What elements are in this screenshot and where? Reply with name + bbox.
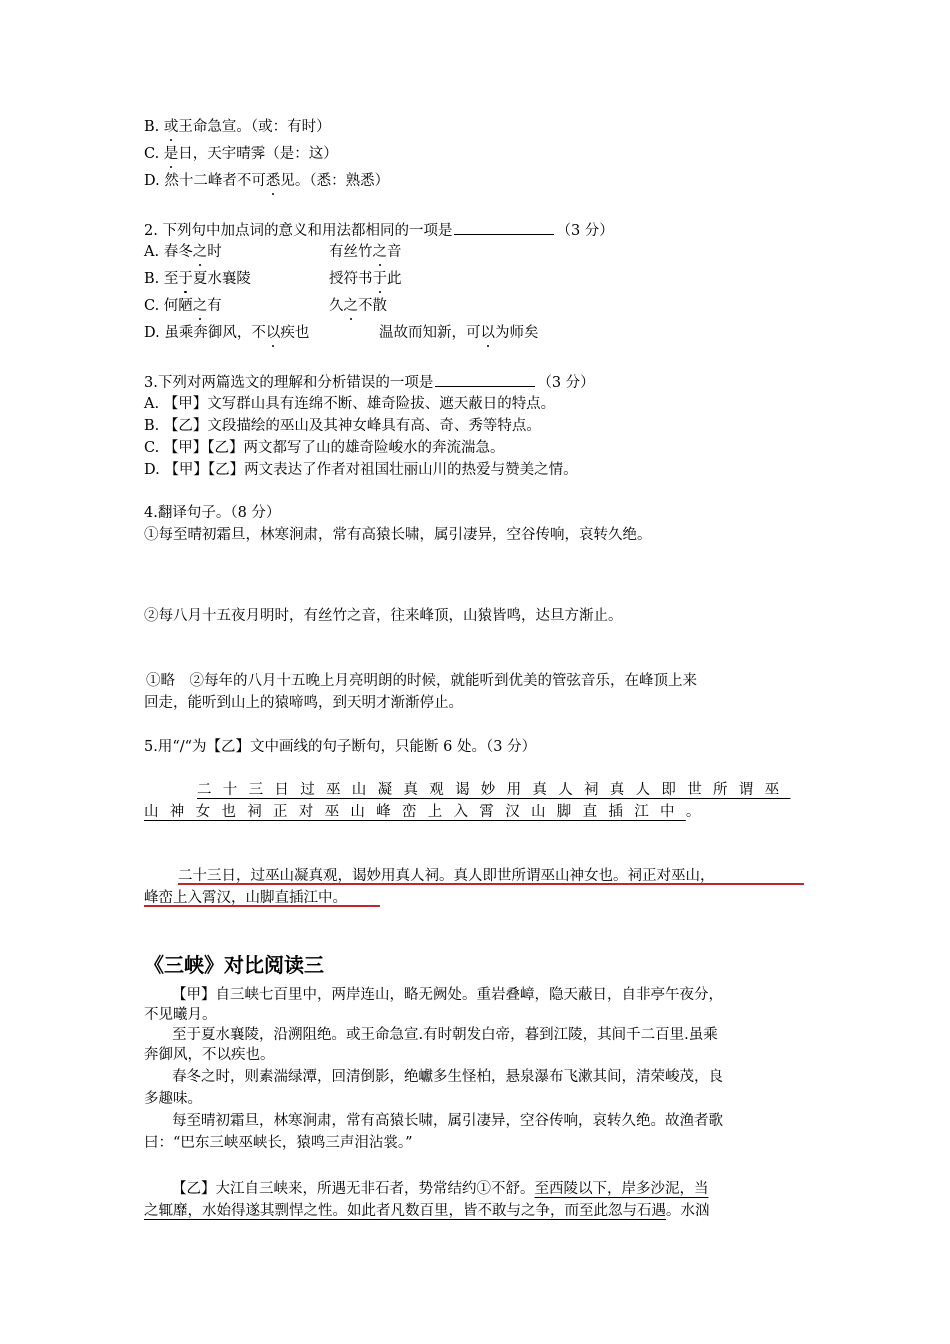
- q4-answer-line-2: 回走，能听到山上的猿啼鸣，到天明才渐渐停止。: [144, 695, 463, 711]
- q4-answer-line-1: ①略 ②每年的八月十五晚上月亮明朗的时候，就能听到优美的管弦音乐，在峰顶上来: [146, 673, 697, 689]
- q5-passage-line-2: 山神女也祠正对巫山峰峦上入霄汉山脚直插江中。: [144, 804, 701, 820]
- q3-option-d: D. 【甲】【乙】两文表达了作者对祖国壮丽山川的热爱与赞美之情。: [144, 462, 578, 478]
- q3-option-b: B. 【乙】文段描绘的巫山及其神女峰具有高、奇、秀等特点。: [144, 418, 541, 434]
- q5-answer-line-2: 峰峦上入霄汉，山脚直插江中。: [144, 890, 347, 906]
- q1-option-c: C. 是日，天宇晴霁（是：这）: [144, 146, 338, 162]
- passage-yi-line-2: 之辄靡，水始得遂其剽悍之性。如此者凡数百里，皆不敢与之争，而至此忽与石遇。水汹: [144, 1203, 710, 1219]
- q2-option-d: D. 虽乘奔御风，不以疾也 温故而知新，可以为师矣: [144, 325, 539, 341]
- q4-sentence-1: ①每至晴初霜旦，林寒涧肃，常有高猿长啸，属引凄异，空谷传响，哀转久绝。: [144, 527, 652, 543]
- passage-jia-line-3: 至于夏水襄陵，沿溯阻绝。或王命急宣.有时朝发白帝，暮到江陵，其间千二百里.虽乘: [172, 1027, 718, 1043]
- passage-jia-line-6: 多趣味。: [144, 1091, 202, 1107]
- q4-stem: 4.翻译句子。（8 分）: [144, 505, 281, 521]
- red-underline-2: [144, 905, 380, 907]
- q1-option-b: B. 或王命急宣。（或：有时）: [144, 119, 331, 135]
- q4-sentence-2: ②每八月十五夜月明时，有丝竹之音，往来峰顶，山猿皆鸣，达旦方渐止。: [144, 608, 623, 624]
- passage-jia-line-8: 曰：“巴东三峡巫峡长，猿鸣三声泪沾裳。”: [144, 1135, 413, 1151]
- q2-option-b: B. 至于夏水襄陵 授符书于此: [144, 271, 402, 287]
- passage-jia-line-4: 奔御风，不以疾也。: [144, 1047, 275, 1063]
- q1-option-d: D. 然十二峰者不可悉见。（悉：熟悉）: [144, 173, 390, 189]
- q2-answer-blank: [454, 220, 554, 235]
- q3-option-c: C. 【甲】【乙】两文都写了山的雄奇险峻水的奔流湍急。: [144, 440, 505, 456]
- q5-stem: 5.用“/“为【乙】文中画线的句子断句，只能断 6 处。（3 分）: [144, 739, 537, 755]
- q5-passage-line-1: 二十三日过巫山凝真观谒妙用真人祠真人即世所谓巫: [197, 782, 791, 798]
- section-title: 《三峡》对比阅读三: [144, 953, 324, 977]
- q5-answer-line-1: 二十三日，过巫山凝真观，谒妙用真人祠。真人即世所谓巫山神女也。祠正对巫山，: [178, 868, 715, 884]
- q2-stem: 2. 下列句中加点词的意义和用法都相同的一项是 （3 分）: [144, 220, 614, 241]
- q3-option-a: A. 【甲】文写群山具有连绵不断、雄奇险拔、遮天蔽日的特点。: [144, 396, 556, 412]
- passage-yi-line-1: 【乙】大江自三峡来，所遇无非石者，势常结约①不舒。至西陵以下，岸多沙泥，当: [172, 1181, 709, 1197]
- q2-option-a: A. 春冬之时 有丝竹之音: [144, 244, 402, 260]
- red-underline-1: [178, 883, 804, 885]
- q3-answer-blank: [435, 372, 535, 387]
- passage-jia-line-5: 春冬之时，则素湍绿潭，回清倒影，绝巘多生怪柏，悬泉瀑布飞漱其间，清荣峻茂，良: [172, 1069, 723, 1085]
- passage-jia-line-7: 每至晴初霜旦，林寒涧肃，常有高猿长啸，属引凄异，空谷传响，哀转久绝。故渔者歌: [172, 1113, 723, 1129]
- passage-jia-line-1: 【甲】自三峡七百里中，两岸连山，略无阙处。重岩叠嶂，隐天蔽日，自非亭午夜分，: [172, 987, 723, 1003]
- q2-option-c: C. 何陋之有 久之不散: [144, 298, 387, 314]
- q3-stem: 3.下列对两篇选文的理解和分析错误的一项是 （3 分）: [144, 372, 595, 393]
- passage-jia-line-2: 不见曦月。: [144, 1007, 217, 1023]
